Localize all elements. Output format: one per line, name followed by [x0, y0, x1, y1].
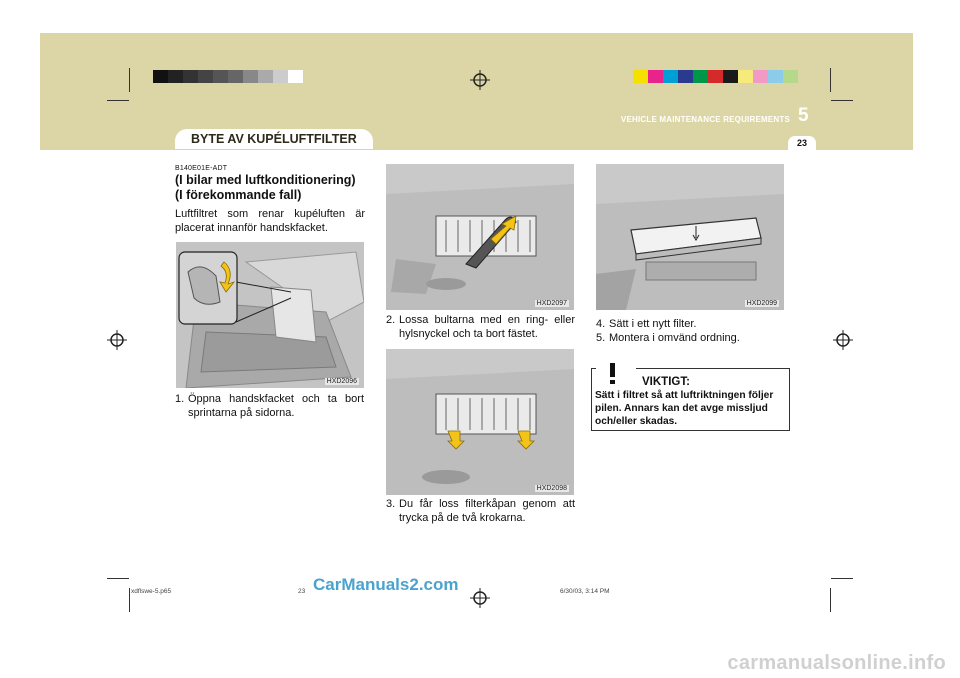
- heading-line: (I förekommande fall): [175, 188, 302, 202]
- section-title-tab: BYTE AV KUPÉLUFTFILTER: [175, 129, 373, 149]
- section-heading: [175, 173, 375, 203]
- step-number: 4.: [596, 318, 606, 330]
- page-number: 23: [788, 136, 816, 150]
- color-swatch: [738, 70, 753, 83]
- step-text: Lossa bultarna med en ring- eller hylsnyckel och ta bort fästet.: [399, 314, 575, 340]
- carmanuals-watermark: CarManuals2.com: [313, 575, 459, 594]
- color-swatch: [708, 70, 723, 83]
- color-swatch: [783, 70, 798, 83]
- figure-glovebox-open: [176, 242, 364, 388]
- glovebox-illustration: [176, 242, 364, 388]
- registration-mark-icon: [833, 330, 853, 350]
- color-swatch: [258, 70, 273, 83]
- crop-mark: [107, 578, 129, 579]
- color-swatch: [183, 70, 198, 83]
- step-text: Sätt i ett nytt filter.: [609, 318, 697, 330]
- section-code: B140E01E-ADT: [175, 165, 228, 172]
- step-text: Montera i omvänd ordning.: [609, 332, 740, 344]
- step-number: 2.: [386, 314, 396, 326]
- bracket-illustration: [386, 164, 574, 310]
- figure-label: HXD2097: [536, 300, 567, 307]
- figure-label: HXD2098: [536, 485, 567, 492]
- color-swatch: [243, 70, 258, 83]
- header-band: [40, 33, 913, 150]
- color-swatch: [633, 70, 648, 83]
- color-swatch: [153, 70, 168, 83]
- color-swatch: [648, 70, 663, 83]
- color-swatch: [213, 70, 228, 83]
- crop-mark: [830, 68, 831, 92]
- figure-label: HXD2099: [746, 300, 777, 307]
- step-text: Öppna handskfacket och ta bort sprintarna på sidorna.: [188, 393, 364, 419]
- new-filter-illustration: [596, 164, 784, 310]
- color-swatch: [198, 70, 213, 83]
- warning-text: Sätt i filtret så att luftriktningen följer pilen. Annars kan det avge missljud och/eller skadas.: [595, 390, 774, 427]
- intro-paragraph: Luftfiltret som renar kupéluften är placerat innanför handskfacket.: [175, 208, 365, 234]
- crop-mark: [831, 100, 853, 101]
- footer-timestamp: 6/30/03, 3:14 PM: [560, 588, 610, 595]
- site-watermark: carmanualsonline.info: [727, 652, 946, 674]
- color-swatch: [663, 70, 678, 83]
- step-1: [175, 393, 364, 420]
- color-swatch: [228, 70, 243, 83]
- figure-bracket-removal: [386, 164, 574, 310]
- gray-calibration-bar: [153, 70, 303, 83]
- warning-box: [591, 368, 790, 431]
- heading-line: (I bilar med luftkonditionering): [175, 173, 356, 187]
- step-2: [386, 314, 575, 341]
- step-number: 5.: [596, 332, 606, 344]
- step-text: Du får loss filterkåpan genom att trycka på de två krokarna.: [399, 498, 575, 524]
- footer-page: 23: [298, 588, 306, 595]
- color-swatch: [678, 70, 693, 83]
- crop-mark: [129, 588, 130, 612]
- figure-filter-cover: [386, 349, 574, 495]
- figure-label: HXD2096: [326, 378, 357, 385]
- color-swatch: [768, 70, 783, 83]
- exclamation-icon: [596, 361, 636, 387]
- crop-mark: [831, 578, 853, 579]
- crop-mark: [129, 68, 130, 92]
- figure-new-filter: [596, 164, 784, 310]
- step-number: 1.: [175, 393, 185, 405]
- filter-cover-illustration: [386, 349, 574, 495]
- crop-mark: [107, 100, 129, 101]
- footer-filename: xdflswe-5.p65: [131, 588, 172, 595]
- color-swatch: [723, 70, 738, 83]
- warning-title: VIKTIGT:: [642, 376, 690, 388]
- chapter-title: VEHICLE MAINTENANCE REQUIREMENTS: [620, 115, 790, 124]
- registration-mark-icon: [470, 70, 490, 90]
- crop-mark: [830, 588, 831, 612]
- color-swatch: [693, 70, 708, 83]
- color-swatch: [753, 70, 768, 83]
- registration-mark-icon: [107, 330, 127, 350]
- step-3: [386, 498, 575, 525]
- step-4: [596, 318, 785, 332]
- chapter-number: 5: [798, 105, 809, 126]
- color-swatch: [168, 70, 183, 83]
- color-swatch: [288, 70, 303, 83]
- step-5: [596, 332, 785, 346]
- color-calibration-bar: [633, 70, 798, 83]
- color-swatch: [273, 70, 288, 83]
- step-number: 3.: [386, 498, 396, 510]
- registration-mark-icon: [470, 588, 490, 608]
